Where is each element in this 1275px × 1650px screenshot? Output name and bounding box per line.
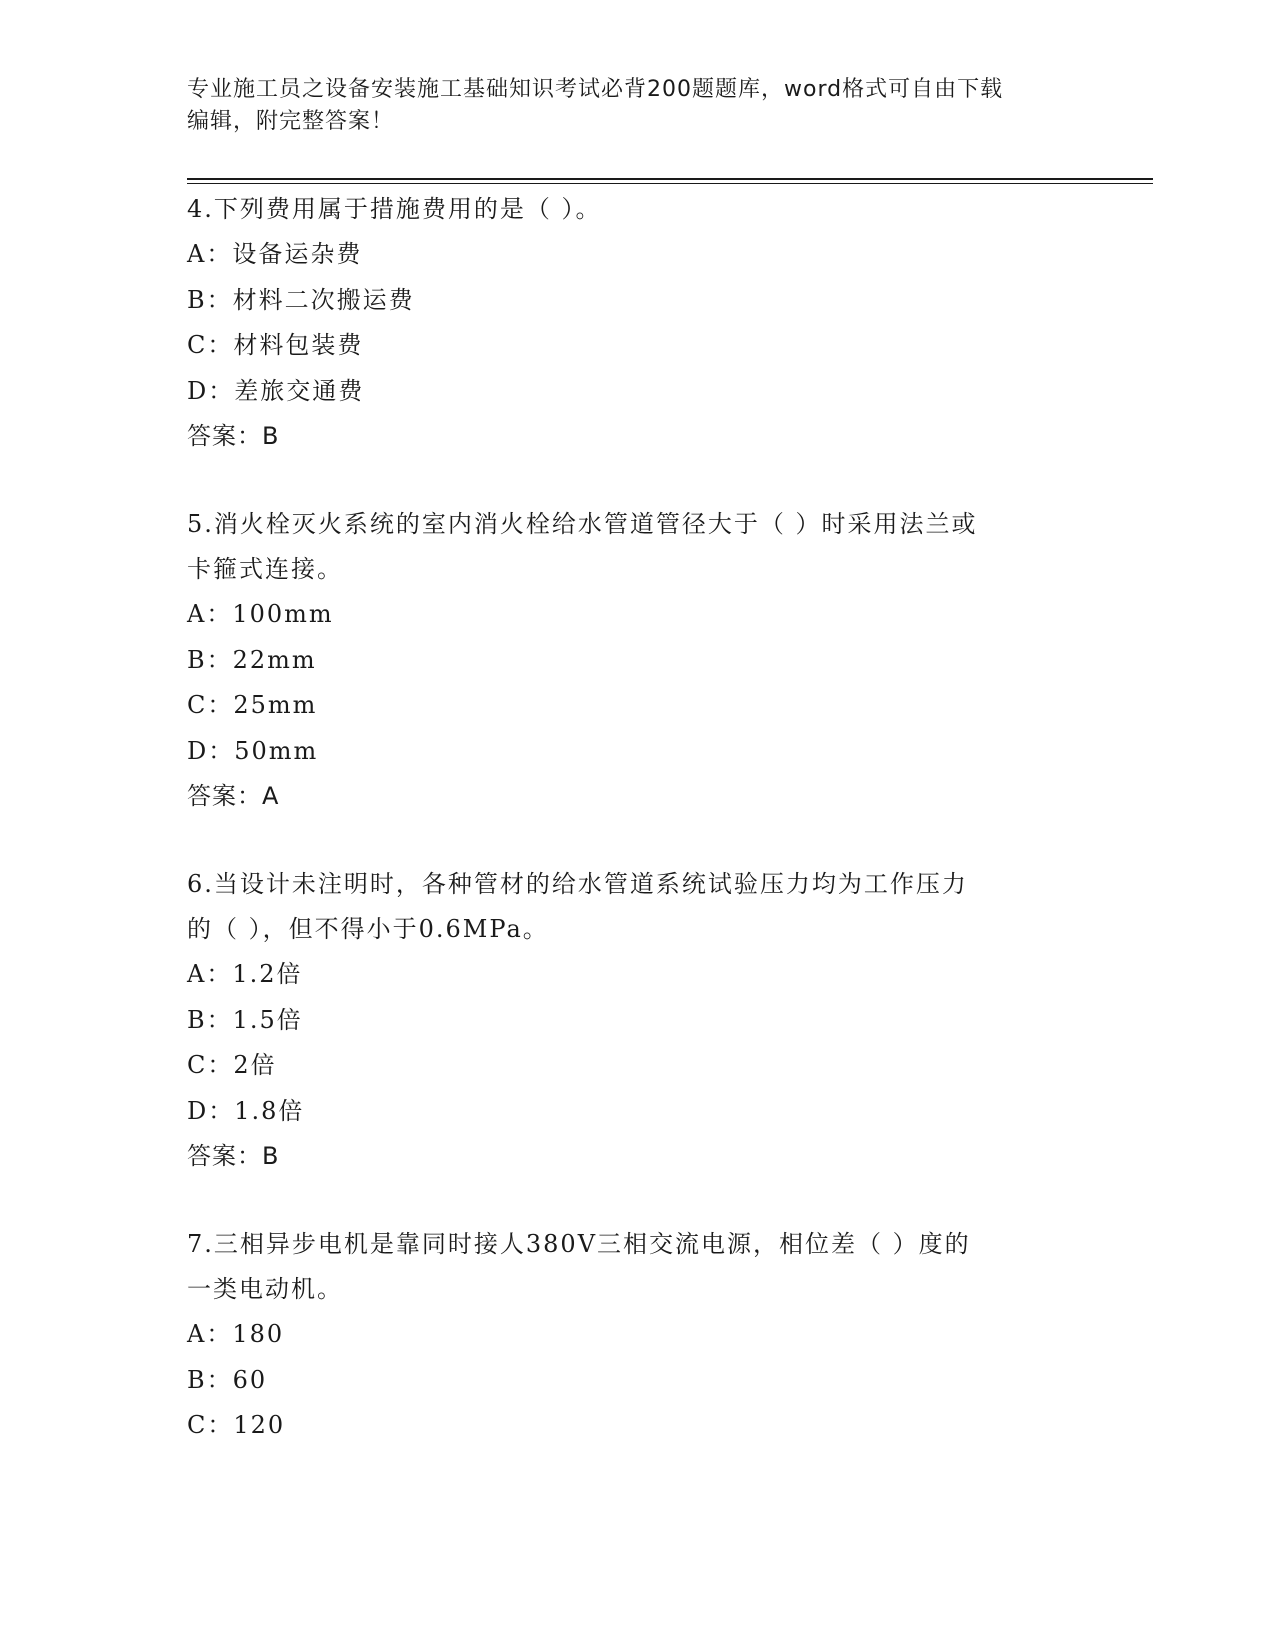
answer-label: 答案： <box>187 422 262 450</box>
answer-value: B <box>262 1142 280 1170</box>
option-c: C：120 <box>187 1411 286 1439</box>
option-b: B：22mm <box>187 645 317 674</box>
option-d: D：差旅交通费 <box>187 376 365 405</box>
question-stem: 7.三相异步电机是靠同时接人380V三相交流电源，相位差（ ）度的 <box>187 1230 971 1258</box>
question-6 <box>187 862 1087 1179</box>
option-c: C：25mm <box>187 691 318 719</box>
option-d: D：1.8倍 <box>187 1096 305 1125</box>
answer-label: 答案： <box>187 782 262 810</box>
answer <box>187 414 1087 459</box>
question-stem: 6.当设计未注明时，各种管材的给水管道系统试验压力均为工作压力 <box>187 870 968 898</box>
header-line-1: 专业施工员之设备安装施工基础知识考试必背200题题库，word格式可自由下载 <box>187 77 1004 102</box>
answer-value: B <box>262 422 280 450</box>
option-a: A：100mm <box>187 600 334 628</box>
document-header <box>187 74 1087 138</box>
option-b: B：1.5倍 <box>187 1005 303 1034</box>
option-a: A：180 <box>187 1320 285 1348</box>
option-b: B：60 <box>187 1365 268 1394</box>
question-stem-continued: 的（ ），但不得小于0.6MPa。 <box>187 915 549 943</box>
option-d: D：50mm <box>187 736 319 765</box>
question-stem: 4.下列费用属于措施费用的是（ ）。 <box>187 195 602 223</box>
question-stem-continued: 卡箍式连接。 <box>187 555 343 583</box>
option-b: B：材料二次搬运费 <box>187 285 415 314</box>
answer-value: A <box>262 782 280 810</box>
question-5 <box>187 502 1087 819</box>
question-7 <box>187 1222 1087 1449</box>
option-c: C：材料包装费 <box>187 331 364 359</box>
question-stem: 5.消火栓灭火系统的室内消火栓给水管道管径大于（ ）时采用法兰或 <box>187 510 978 538</box>
header-line-2: 编辑，附完整答案！ <box>187 109 395 134</box>
answer <box>187 1134 1087 1179</box>
option-a: A：设备运杂费 <box>187 240 363 268</box>
question-4 <box>187 187 1087 459</box>
option-a: A：1.2倍 <box>187 960 303 988</box>
answer-label: 答案： <box>187 1142 262 1170</box>
header-divider-thick <box>187 178 1153 180</box>
header-divider-thin <box>187 183 1153 184</box>
answer <box>187 774 1087 819</box>
option-c: C：2倍 <box>187 1051 277 1079</box>
question-stem-continued: 一类电动机。 <box>187 1275 343 1303</box>
